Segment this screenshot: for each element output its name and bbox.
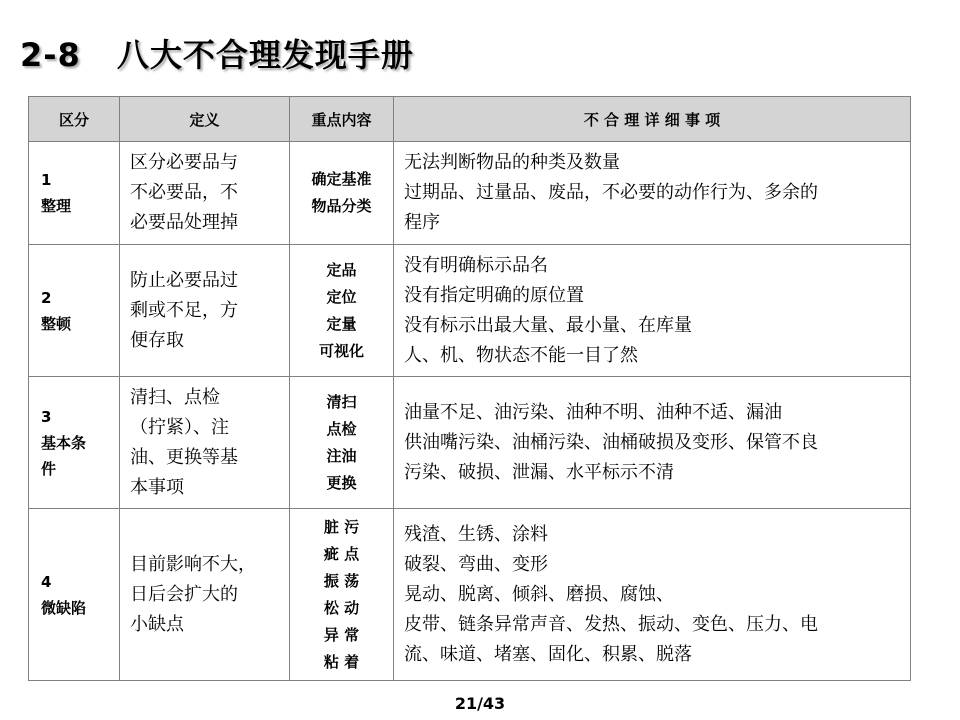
section-number: 2-8 [20, 36, 81, 74]
category-cell [29, 509, 120, 681]
issues-cell [394, 142, 911, 245]
definition-line: 清扫、点检 [130, 386, 220, 408]
definition-line: 本事项 [130, 476, 184, 498]
definition-line: 目前影响不大， [130, 553, 256, 575]
key-point: 定品 [326, 260, 357, 279]
header-key-points: 重点内容 [290, 97, 394, 142]
category-line: 4 [41, 572, 52, 591]
key-point: 振 荡 [323, 571, 360, 590]
issue-line: 没有标示出最大量、最小量、在库量 [404, 314, 692, 336]
key-point: 注油 [326, 446, 357, 465]
title-text: 八大不合理发现手册 [116, 36, 414, 74]
key-point: 更换 [326, 473, 357, 492]
issue-line: 晃动、脱离、倾斜、磨损、腐蚀、 [404, 583, 674, 605]
category-line: 基本条 [41, 433, 87, 452]
key-points-cell [290, 509, 394, 681]
definition-line: 防止必要品过 [130, 269, 238, 291]
issue-line: 没有指定明确的原位置 [404, 284, 584, 306]
key-point: 异 常 [323, 625, 360, 644]
key-point: 松 动 [323, 598, 360, 617]
key-point: 粘 着 [323, 652, 360, 671]
definition-line: 区分必要品与 [130, 152, 238, 173]
key-point: 脏 污 [323, 517, 360, 536]
category-line: 整顿 [41, 314, 72, 333]
issue-line: 无法判断物品的种类及数量 [404, 152, 620, 173]
key-points-cell [290, 245, 394, 377]
issue-line: 供油嘴污染、油桶污染、油桶破损及变形、保管不良 [404, 431, 818, 453]
definition-cell [120, 509, 290, 681]
issue-line: 破裂、弯曲、变形 [404, 553, 548, 575]
category-cell [29, 142, 120, 245]
key-point: 定位 [326, 287, 357, 306]
definition-cell [120, 245, 290, 377]
definition-line: 日后会扩大的 [130, 583, 238, 605]
issue-line: 程序 [404, 212, 440, 233]
key-point: 点检 [326, 419, 357, 438]
key-point: 疵 点 [323, 544, 360, 563]
issue-line: 残渣、生锈、涂料 [404, 523, 548, 545]
category-line: 微缺陷 [41, 598, 87, 617]
definition-cell [120, 142, 290, 245]
category-line: 3 [41, 407, 52, 426]
issues-cell [394, 245, 911, 377]
table-row [29, 377, 911, 509]
definition-line: 必要品处理掉 [130, 212, 238, 233]
key-point: 定量 [326, 314, 357, 333]
key-points-cell [290, 377, 394, 509]
issue-line: 油量不足、油污染、油种不明、油种不适、漏油 [404, 401, 782, 423]
key-point: 清扫 [326, 392, 357, 411]
definition-line: 油、更换等基 [130, 446, 238, 468]
category-line: 2 [41, 288, 52, 307]
key-point: 物品分类 [311, 197, 372, 215]
definition-line: 小缺点 [130, 613, 184, 635]
issue-line: 流、味道、堵塞、固化、积累、脱落 [404, 643, 692, 665]
definition-line: 剩或不足，方 [130, 299, 238, 321]
issue-line: 污染、破损、泄漏、水平标示不清 [404, 461, 674, 483]
page-number: 21/43 [454, 694, 506, 713]
issue-line: 皮带、链条异常声音、发热、振动、变色、压力、电 [404, 613, 818, 635]
category-line: 整理 [41, 197, 72, 215]
key-point: 可视化 [318, 341, 364, 360]
definition-line: 不必要品，不 [130, 182, 238, 203]
issues-cell [394, 509, 911, 681]
definition-line: 便存取 [130, 329, 184, 351]
definition-line: （拧紧）、注 [130, 416, 229, 438]
header-category: 区分 [29, 97, 120, 142]
table-row [29, 509, 911, 681]
table-row [29, 142, 911, 245]
header-definition: 定义 [120, 97, 290, 142]
definition-cell [120, 377, 290, 509]
header-issue-details: 不 合 理 详 细 事 项 [394, 97, 911, 142]
key-points-cell [290, 142, 394, 245]
unreasonable-items-table [28, 96, 911, 681]
category-cell [29, 245, 120, 377]
header-row [29, 97, 911, 142]
category-line: 件 [41, 459, 57, 478]
issue-line: 人、机、物状态不能一目了然 [404, 344, 638, 366]
category-line: 1 [41, 171, 52, 189]
category-cell [29, 377, 120, 509]
page-title [20, 30, 414, 76]
issue-line: 过期品、过量品、废品，不必要的动作行为、多余的 [404, 182, 818, 203]
issue-line: 没有明确标示品名 [404, 254, 548, 276]
table-row [29, 245, 911, 377]
issues-cell [394, 377, 911, 509]
key-point: 确定基准 [311, 170, 372, 188]
